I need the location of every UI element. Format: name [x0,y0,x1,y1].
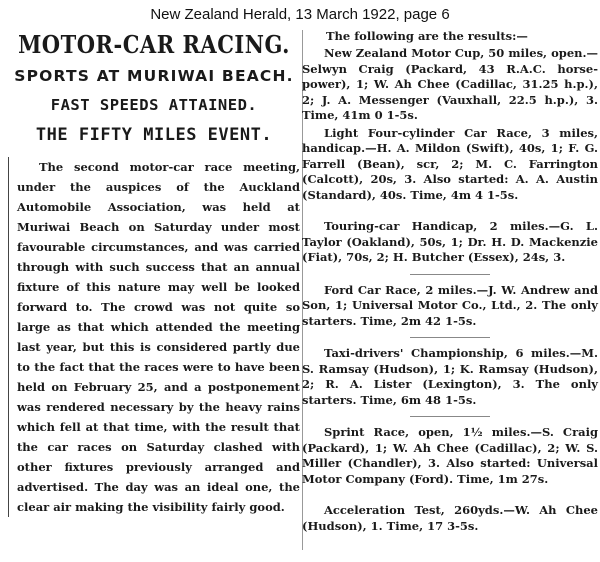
left-column [8,32,300,517]
result-item: Sprint Race, open, 1½ miles.—S. Craig (Packard), 1; W. Ah Chee (Cadillac), 2; W. S. Miller (Chandler), 3. Also started: Universal Motor Company (Ford). Time, 1m 27s. [302,425,598,486]
result-item: New Zealand Motor Cup, 50 miles, open.—Selwyn Craig (Packard, 43 R.A.C. horse-power), 1; W. Ah Chee (Cadillac, 31.25 h.p.), 2; J. A. Messenger (Vauxhall, 22.5 h.p.), 3. Time, 41m 0 1-5s. [302,46,598,122]
headline-sub-1: SPORTS AT MURIWAI BEACH. [14,67,294,85]
divider [410,337,490,338]
divider [410,274,490,275]
result-item: Taxi-drivers' Championship, 6 miles.—M. S. Ramsay (Hudson), 1; K. Ramsay (Hudson), 2; R. A. Lister (Lexington), 3. The only starters. Time, 6m 48 1-5s. [302,346,598,407]
results-intro: The following are the results:— [326,29,528,43]
article-paragraph: The second motor-car race meeting, under the auspices of the Auckland Automobile Association, was held at Muriwai Beach on Saturday under most favourable circumstances, and was carried through with such success that an annual fixture of this nature may well be looked forward to. The crowd was not quite so large as that which attended the meeting last year, but this is considered partly due to the fact that the races were to have been held on February 25, and a postponement was rendered necessary by the heavy rains which fell at that time, with the result that the car races on Saturday clashed with other fixtures previously arranged and advertised. The day was an ideal one, the clear air making the visibility fairly good. [17,160,300,514]
divider [410,416,490,417]
result-item: Ford Car Race, 2 miles.—J. W. Andrew and Son, 1; Universal Motor Co., Ltd., 2. The only starters. Time, 2m 42 1-5s. [302,282,598,328]
headline-sub-2: FAST SPEEDS ATTAINED. [50,96,258,114]
result-item: Light Four-cylinder Car Race, 3 miles, handicap.—H. A. Mildon (Swift), 40s, 1; F. G. Farrell (Bean), scr, 2; M. C. Farrington (Calcott), 20s, 3. Also started: A. A. Austin (Standard), 40s. Time, 4m 4 1-5s. [302,125,598,202]
spacer [302,205,598,219]
spacer [302,489,598,503]
article-body [8,157,300,517]
headline-sub-3: THE FIFTY MILES EVENT. [35,125,273,145]
headline-main: MOTOR-CAR RACING. [18,30,290,59]
page-caption: New Zealand Herald, 13 March 1922, page 6 [150,6,450,23]
result-item: Acceleration Test, 260yds.—W. Ah Chee (Hudson), 1. Time, 17 3-5s. [302,503,598,533]
right-column [302,28,598,536]
result-item: Touring-car Handicap, 2 miles.—G. L. Taylor (Oakland), 50s, 1; Dr. H. D. Mackenzie (Fiat), 70s, 2; H. Butcher (Essex), 24s, 3. [302,219,598,264]
